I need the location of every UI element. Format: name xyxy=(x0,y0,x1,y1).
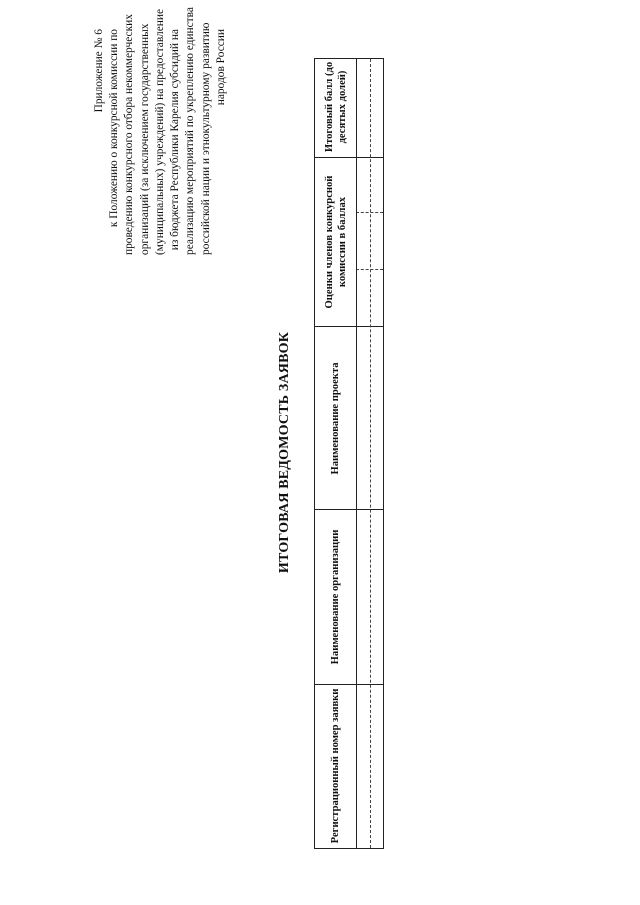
appendix-line: из бюджета Республики Карелия субсидий на xyxy=(169,29,182,251)
document-title: ИТОГОВАЯ ВЕДОМОСТЬ ЗАЯВОК xyxy=(277,331,292,574)
appendix-line: к Положению о конкурсной комиссии по xyxy=(108,29,121,228)
appendix-line: проведению конкурсного отбора некоммерческих xyxy=(123,14,136,255)
header-scores: Оценки членов конкурсной комиссии в баллах xyxy=(323,175,348,309)
header-reg-number: Регистрационный номер заявки xyxy=(330,688,342,844)
appendix-line: Приложение № 6 xyxy=(93,29,105,113)
appendix-block xyxy=(92,7,229,255)
appendix-line: реализацию мероприятий по укреплению единства xyxy=(184,7,197,255)
column-divider xyxy=(315,509,383,510)
column-divider xyxy=(315,684,383,685)
header-bottom-border xyxy=(356,59,357,848)
appendix-line: организаций (за исключением государственных xyxy=(138,23,151,255)
applications-table xyxy=(314,58,384,849)
column-divider xyxy=(315,326,383,327)
column-divider xyxy=(315,157,383,158)
header-organization: Наименование организации xyxy=(330,529,342,665)
appendix-line: (муниципальных) учреждений) на предоставление xyxy=(153,8,166,255)
appendix-line: народов России xyxy=(214,29,227,106)
header-project: Наименование проекта xyxy=(330,362,342,475)
header-total-score: Итоговый балл (до десятых долей) xyxy=(323,61,348,153)
appendix-line: российской нации и этнокультурному развитию xyxy=(199,22,212,255)
row-divider xyxy=(370,59,371,848)
